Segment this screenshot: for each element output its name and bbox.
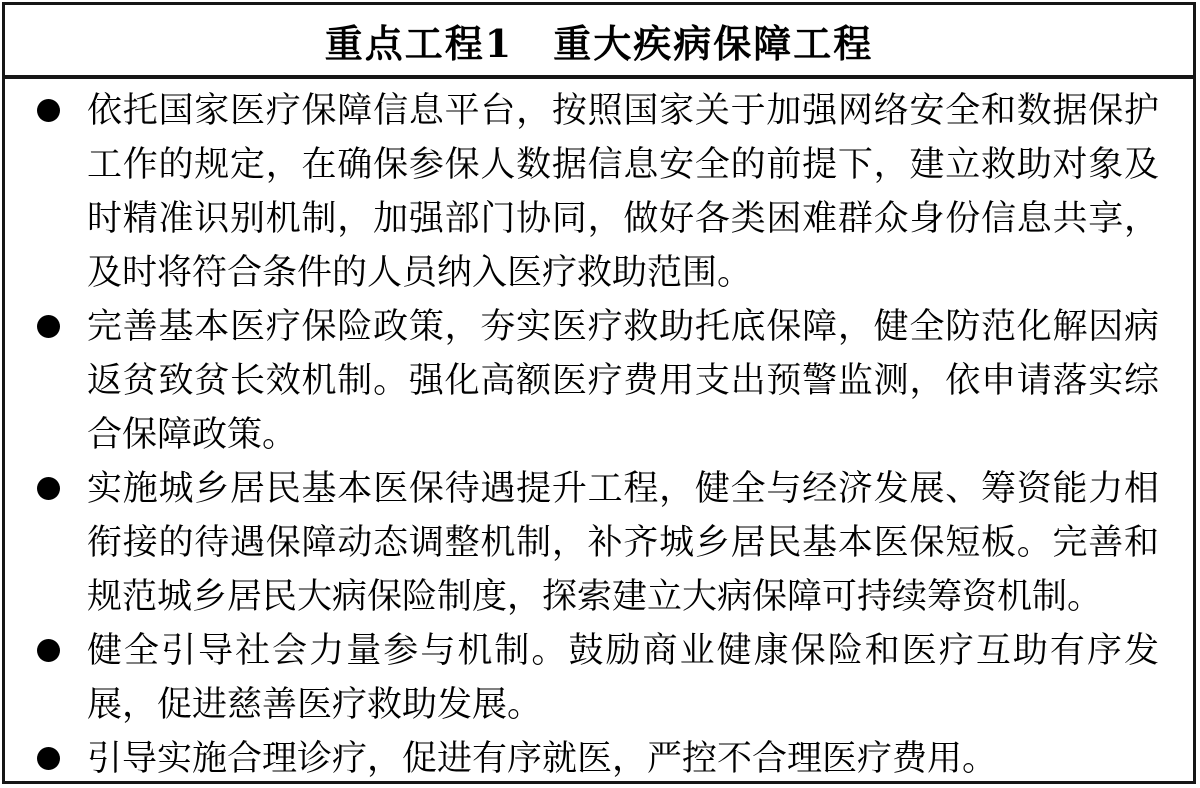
list-item-text: 完善基本医疗保险政策，夯实医疗救助托底保障，健全防范化解因病返贫致贫长效机制。强化高额医疗费用支出预警监测，依申请落实综合保障政策。 bbox=[87, 307, 1159, 455]
bullet-icon bbox=[37, 639, 60, 662]
header bbox=[5, 5, 1193, 79]
list-item bbox=[29, 84, 1159, 300]
list-item bbox=[29, 732, 1159, 786]
document-frame bbox=[2, 2, 1196, 784]
list-item-text: 依托国家医疗保障信息平台，按照国家关于加强网络安全和数据保护工作的规定，在确保参保人数据信息安全的前提下，建立救助对象及时精准识别机制，加强部门协同，做好各类困难群众身份信息共享，及时将符合条件的人员纳入医疗救助范围。 bbox=[87, 91, 1159, 293]
bullet-icon bbox=[37, 99, 60, 122]
bullet-icon bbox=[37, 315, 60, 338]
page-title: 重点工程1 重大疾病保障工程 bbox=[324, 20, 874, 66]
bullet-icon bbox=[37, 477, 60, 500]
list-item-text: 健全引导社会力量参与机制。鼓励商业健康保险和医疗互助有序发展，促进慈善医疗救助发展。 bbox=[87, 631, 1159, 725]
list-item bbox=[29, 300, 1159, 462]
bullet-list bbox=[5, 79, 1193, 786]
list-item bbox=[29, 462, 1159, 624]
list-item bbox=[29, 624, 1159, 732]
list-item-text: 引导实施合理诊疗，促进有序就医，严控不合理医疗费用。 bbox=[87, 739, 998, 779]
bullet-icon bbox=[37, 747, 60, 770]
list-item-text: 实施城乡居民基本医保待遇提升工程，健全与经济发展、筹资能力相衔接的待遇保障动态调整机制，补齐城乡居民基本医保短板。完善和规范城乡居民大病保险制度，探索建立大病保障可持续筹资机制。 bbox=[87, 469, 1159, 617]
